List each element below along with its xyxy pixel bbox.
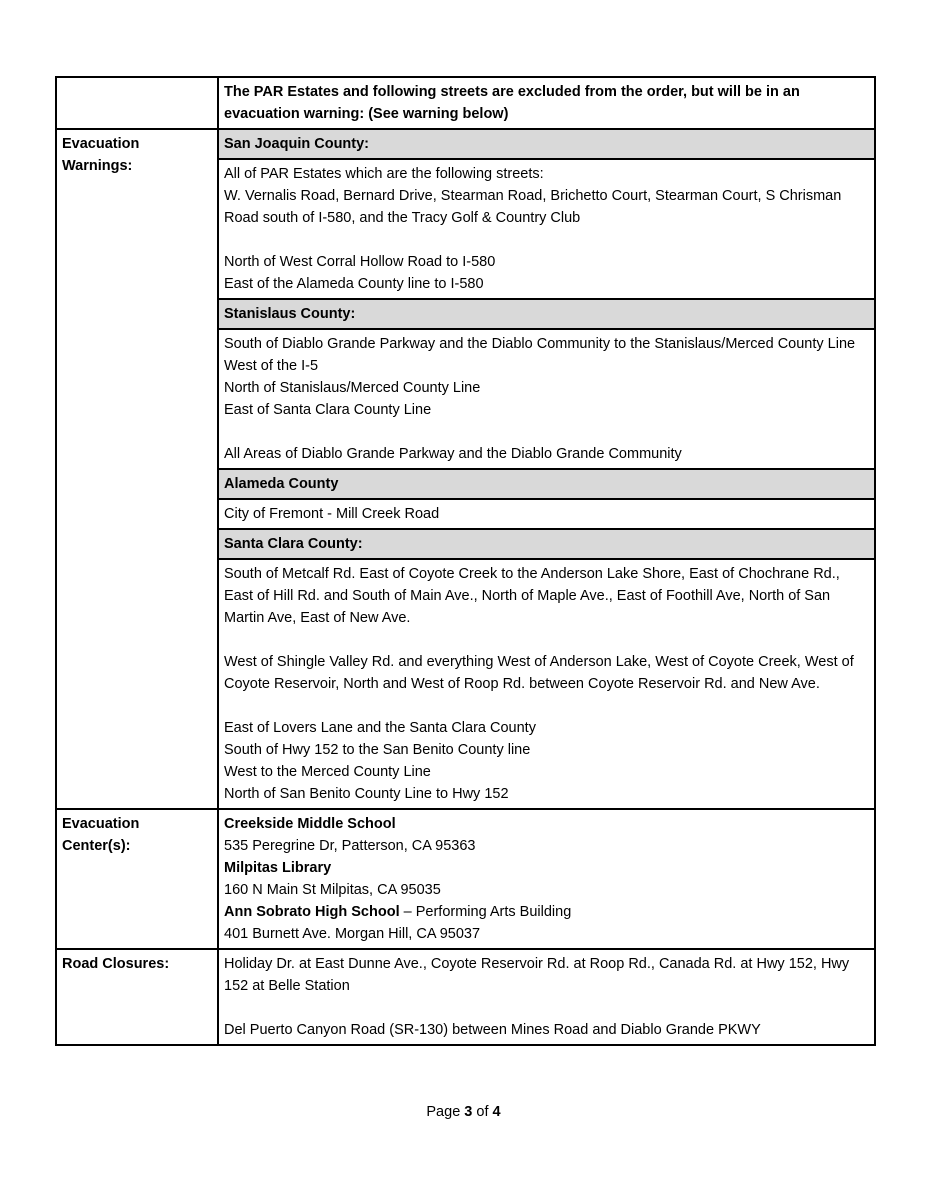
area-line: West to the Merced County Line [224, 764, 431, 780]
section-heading: Stanislaus County: [218, 299, 875, 329]
area-line: West of the I-5 [224, 358, 319, 374]
info-table [55, 76, 876, 1046]
center-name-line [224, 901, 868, 923]
intro-row [56, 77, 875, 129]
warnings-label: Evacuation Warnings: [56, 129, 218, 809]
area-line: South of Diablo Grande Parkway and the Diablo Community to the Stanislaus/Merced County Line [224, 336, 856, 352]
area-line: North of Stanislaus/Merced County Line [224, 380, 481, 396]
center-name: Milpitas Library [224, 860, 332, 876]
page-number: 3 [464, 1104, 473, 1120]
section-body [218, 559, 875, 809]
section-body [218, 159, 875, 299]
area-line: West of Shingle Valley Rd. and everything West of Anderson Lake, West of Coyote Creek, West of Coyote Reservoir, North and West of Roop Rd. between Coyote Reservoir Rd. and New Ave. [224, 654, 854, 692]
closure-line: Del Puerto Canyon Road (SR-130) between Mines Road and Diablo Grande PKWY [224, 1022, 761, 1038]
area-line: City of Fremont - Mill Creek Road [224, 506, 440, 522]
area-line: North of San Benito County Line to Hwy 152 [224, 786, 509, 802]
center-address: 401 Burnett Ave. Morgan Hill, CA 95037 [224, 926, 481, 942]
center-name-line [224, 813, 868, 835]
page-middle: of [472, 1104, 493, 1120]
center-address: 160 N Main St Milpitas, CA 95035 [224, 882, 441, 898]
centers-list [218, 809, 875, 949]
area-line: South of Hwy 152 to the San Benito County line [224, 742, 531, 758]
area-line: East of Santa Clara County Line [224, 402, 432, 418]
centers-row [56, 809, 875, 949]
center-address: 535 Peregrine Dr, Patterson, CA 95363 [224, 838, 476, 854]
closures-list [218, 949, 875, 1045]
section-heading: Santa Clara County: [218, 529, 875, 559]
warnings-row [56, 129, 875, 159]
closures-label: Road Closures: [56, 949, 218, 1045]
centers-label: Evacuation Center(s): [56, 809, 218, 949]
area-line: North of West Corral Hollow Road to I-580 [224, 254, 496, 270]
page-prefix: Page [426, 1104, 465, 1120]
area-line: W. Vernalis Road, Bernard Drive, Stearman Road, Brichetto Court, Stearman Court, S Chrisman Road south of I-580, and the Tracy Golf & Country Club [224, 188, 842, 226]
center-name-line [224, 857, 868, 879]
section-heading: Alameda County [218, 469, 875, 499]
page-total: 4 [492, 1104, 501, 1120]
area-line: All of PAR Estates which are the following streets: [224, 166, 544, 182]
area-line: All Areas of Diablo Grande Parkway and the Diablo Grande Community [224, 446, 682, 462]
closure-line: Holiday Dr. at East Dunne Ave., Coyote Reservoir Rd. at Roop Rd., Canada Rd. at Hwy 152, Hwy 152 at Belle Station [224, 956, 850, 994]
area-line: East of the Alameda County line to I-580 [224, 276, 484, 292]
center-name-suffix: – Performing Arts Building [399, 904, 572, 920]
section-body [218, 329, 875, 469]
section-heading: San Joaquin County: [218, 129, 875, 159]
section-body [218, 499, 875, 529]
center-name: Creekside Middle School [224, 816, 396, 832]
page-footer [0, 1104, 927, 1120]
center-name: Ann Sobrato High School [224, 904, 400, 920]
area-line: South of Metcalf Rd. East of Coyote Creek to the Anderson Lake Shore, East of Chochrane Rd., East of Hill Rd. and South of Main Ave., North of Maple Ave., East of Foothill Ave, North of San Martin Ave, East of New Ave. [224, 566, 840, 626]
area-line: East of Lovers Lane and the Santa Clara County [224, 720, 536, 736]
closures-row [56, 949, 875, 1045]
intro-label-cell [56, 77, 218, 129]
intro-text: The PAR Estates and following streets are excluded from the order, but will be in an evacuation warning: (See warning below) [218, 77, 875, 129]
